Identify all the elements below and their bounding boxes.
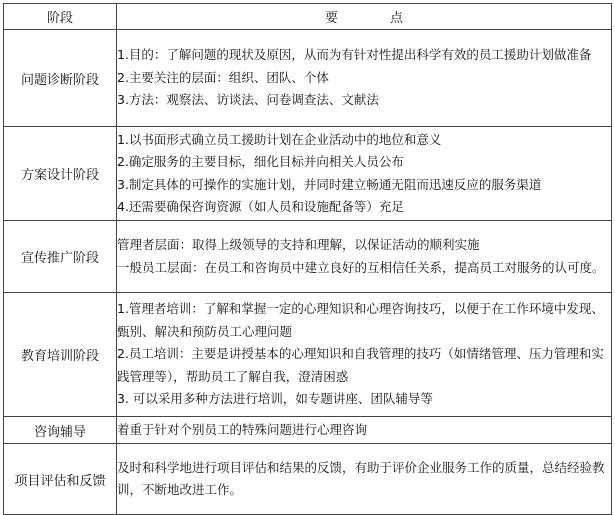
table-header-row [4,4,612,30]
point-line: 1.目的：了解问题的现状及原因，从而为有针对性提出科学有效的员工援助计划做准备 [117,47,592,63]
point-line: 3. 可以采用多种方法进行培训，如专题讲座、团队辅导等 [117,391,433,407]
stage-cell: 咨询辅导 [4,417,117,444]
eap-stages-table [3,3,612,515]
stage-cell: 教育培训阶段 [4,293,117,417]
header-stage: 阶段 [4,4,117,30]
header-key-points [117,4,612,30]
point-line: 2.员工培训：主要是讲授基本的心理知识和自我管理的技巧（如情绪管理、压力管理和实践管理等），帮助员工了解自我，澄清困惑 [117,346,604,384]
point-line: 1.以书面形式确立员工援助计划在企业活动中的地位和意义 [117,131,442,147]
point-line: 一般员工层面：在员工和咨询员中建立良好的互相信任关系，提高员工对服务的认可度。 [117,259,605,275]
point-line: 2.确定服务的主要目标，细化目标并向相关人员公布 [117,154,404,169]
point-line: 2.主要关注的层面：组织、团队、个体 [117,69,329,85]
table-row [4,127,612,221]
points-cell [117,293,612,417]
table-row [4,30,612,127]
points-cell [117,30,612,127]
point-line: 4.还需要确保咨询资源（如人员和设施配备等）充足 [117,199,404,214]
table-row [4,417,612,444]
points-cell [117,417,612,444]
point-line: 着重于针对个别员工的特殊问题进行心理咨询 [117,421,368,437]
stage-cell: 项目评估和反馈 [4,444,117,515]
table-row [4,444,612,515]
stage-cell: 方案设计阶段 [4,127,117,221]
header-key-points-right: 点 [390,11,404,26]
point-line: 管理者层面：取得上级领导的支持和理解，以保证活动的顺利实施 [117,237,480,252]
header-key-points-left: 要 [324,11,338,26]
points-cell [117,127,612,221]
table-row [4,221,612,293]
stage-cell: 问题诊断阶段 [4,30,117,127]
points-cell [117,221,612,293]
point-line: 1.管理者培训：了解和掌握一定的心理知识和心理咨询技巧，以便于在工作环境中发现、甄别、解决和预防员工心理问题 [117,301,604,339]
point-line: 3.方法：观察法、访谈法、问卷调查法、文献法 [117,92,379,108]
point-line: 及时和科学地进行项目评估和结果的反馈，有助于评价企业服务工作的质量，总结经验教训，不断地改进工作。 [117,459,605,497]
point-line: 3.制定具体的可操作的实施计划，并同时建立畅通无阻而迅速反应的服务渠道 [117,176,542,192]
table-row [4,293,612,417]
stage-cell: 宣传推广阶段 [4,221,117,293]
points-cell [117,444,612,515]
